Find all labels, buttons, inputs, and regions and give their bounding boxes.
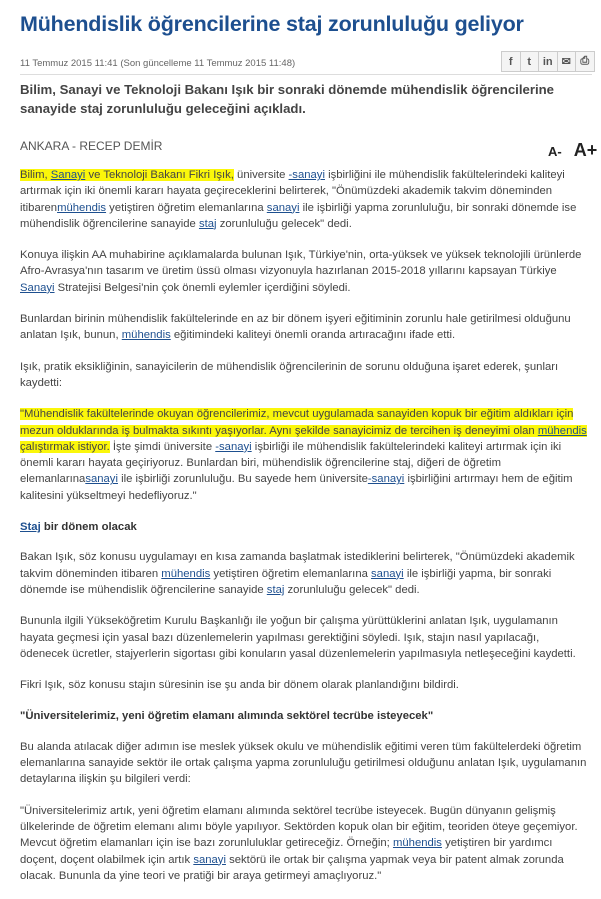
keyword-link[interactable]: Sanayi — [50, 169, 86, 181]
subheading: Staj bir dönem olacak — [20, 521, 137, 534]
paragraph: Bununla ilgili Yükseköğretim Kurulu Başkanlığı ile yoğun bir çalışma yürüttüklerini anlatan Işık, uygulamanın hayata geçmesi için yasal bazı düzenlemelerin yapılması gerektiğini söyledi. Işık, stajın nasıl yapılacağı, ödenecek ücretler, stajyerlerin sigortası gibi konuların yasal düzenlemelerin yapılmasıyla netleşeceğini kaydetti. — [20, 615, 576, 660]
twitter-icon[interactable]: t — [521, 52, 540, 71]
keyword-link[interactable]: sanayi — [266, 201, 300, 214]
share-bar — [501, 51, 595, 72]
article-title: Mühendislik öğrencilerine staj zorunluluğu geliyor — [20, 12, 524, 36]
keyword-link[interactable]: staj — [266, 583, 285, 596]
highlight: Bilim, Sanayi ve Teknoloji Bakanı Fikri Işık, — [20, 169, 234, 181]
keyword-link[interactable]: sanayi — [193, 853, 226, 866]
linkedin-icon[interactable]: in — [539, 52, 558, 71]
paragraph: Fikri Işık, söz konusu stajın süresinin ise şu anda bir dönem olarak planlandığını bildirdi. — [20, 679, 459, 692]
keyword-link[interactable]: sanayi — [371, 567, 404, 580]
divider — [20, 74, 592, 75]
font-size-controls — [548, 140, 597, 161]
paragraph: Bunlardan birinin mühendislik fakültelerinde en az bir dönem işyeri eğitiminin zorunlu hale getirilmesi olduğunu anlatan Işık, bunun, mühendis eğitimindeki kaliteyi önemli oranda artıracağını ifade etti. — [20, 313, 571, 342]
article-timestamp: 11 Temmuz 2015 11:41 (Son güncelleme 11 Temmuz 2015 11:48) — [20, 58, 296, 69]
article-body — [20, 167, 590, 899]
keyword-link[interactable]: mühendis — [121, 329, 171, 342]
paragraph: "Mühendislik fakültelerinde okuyan öğrencilerimiz, mevcut uygulamada sanayiden kopuk bir eğitim aldıkları için mezun olduklarında iş bulmakta sıkıntı yaşıyorlar. Aynı şekilde sanayicimiz de tercihen iş deneyimi olan mühendis çalıştırmak istiyor. İşte şimdi üniversite -sanayi işbirliği ile mühendislik fakültelerindeki kaliteyi artırmak için iki önemli kararı hayata geçiriyoruz. Bunlardan biri, mühendislik öğrencilerine staj, diğeri de öğretim elemanlarınasanayi ile işbirliği zorunluluğu. Bu sayede hem üniversite-sanayi işbirliğini artırmayı hem de eğitim kalitesini yükseltmeyi hedefliyoruz." — [20, 408, 587, 502]
paragraph: "Üniversitelerimiz artık, yeni öğretim elamanı alımında sektörel tecrübe isteyecek. Bugün dünyanın gelişmiş ülkelerinde de öğretim elemanı alımı böyle yapılıyor. Sektörden kopuk olan bir eğitim, teoriden öteye geçemiyor. Mevcut öğretim elamanları için ise bazı zorunluluklar getireceğiz. Örneğin; mühendis yetiştiren bir yardımcı doçent, doçent olabilmek için artık sanayi sektörü ile ortak bir çalışma yapmak veya bir patent almak zorunda olacak. Bununla da yine teori ve pratiği bir araya getirmeyi amaçlıyoruz." — [20, 804, 578, 882]
keyword-link[interactable]: Sanayi — [20, 281, 55, 294]
paragraph: Bu alanda atılacak diğer adımın ise meslek yüksek okulu ve mühendislik eğitimi veren tüm fakültelerdeki öğretim elemanlarına sanayide sektör ile ortak çalışma yapma zorunluluğu getirilmesi olduğunu anlatan Işık, uygulamanın detaylarına ilişkin şu bilgileri verdi: — [20, 740, 587, 786]
paragraph: Bilim, Sanayi ve Teknoloji Bakanı Fikri Işık, üniversite -sanayi işbirliğini ile mühendislik fakültelerindeki kaliteyi artırmak için iki önemli kararı hayata geçireceklerini belirterek, "Önümüzdeki akademik takvim döneminden itibarenmühendis yetiştiren öğretim elemanlarına sanayi ile işbirliği yapma zorunluluğu, bir sonraki dönemde ise mühendislik öğrencilerine sanayide staj zorunluluğu gelecek" dedi. — [20, 169, 577, 230]
keyword-link[interactable]: Staj — [20, 521, 41, 534]
paragraph: Konuya ilişkin AA muhabirine açıklamalarda bulunan Işık, Türkiye'nin, orta-yüksek ve yüksek teknolojili ürünlerde Afro-Avrasya'nın tasarım ve üretim üssü olması vizyonuyla hazırlanan 2015-2018 yıllarını kapsayan Türkiye Sanayi Stratejisi Belgesi'nin çok önemli eylemler içerdiğini söyledi. — [20, 249, 582, 294]
keyword-link[interactable]: mühendis — [161, 567, 211, 580]
keyword-link[interactable]: -sanayi — [215, 440, 252, 453]
byline: ANKARA - RECEP DEMİR — [20, 139, 163, 153]
email-icon[interactable]: ✉ — [558, 52, 577, 71]
keyword-link[interactable]: staj — [198, 217, 217, 230]
increase-font-button[interactable]: A+ — [573, 140, 598, 160]
facebook-icon[interactable]: f — [502, 52, 521, 71]
subheading: "Üniversitelerimiz, yeni öğretim elamanı alımında sektörel tecrübe isteyecek" — [20, 710, 434, 723]
keyword-link[interactable]: -sanayi — [367, 473, 405, 486]
highlight: "Mühendislik fakültelerinde okuyan öğrencilerimiz, mevcut uygulamada sanayiden kopuk bir eğitim aldıkları için mezun olduklarında iş bulmakta sıkıntı yaşıyorlar. Aynı şekilde sanayicimiz de tercihen iş deneyimi olan mühendis çalıştırmak istiyor. — [20, 408, 587, 453]
keyword-link[interactable]: -sanayi — [288, 169, 325, 181]
keyword-link[interactable]: mühendis — [537, 424, 587, 437]
paragraph: Işık, pratik eksikliğinin, sanayicilerin de mühendislik öğrencilerinin de sorunu olduğuna işaret ederek, şunları kaydetti: — [20, 360, 559, 389]
decrease-font-button[interactable]: A- — [548, 144, 562, 159]
keyword-link[interactable]: mühendis — [392, 837, 442, 850]
print-icon[interactable]: ⎙ — [576, 52, 594, 71]
paragraph: Bakan Işık, söz konusu uygulamayı en kısa zamanda başlatmak istediklerini belirterek, "Önümüzdeki akademik takvim döneminden itibaren mühendis yetiştiren öğretim elemanlarına sanayi ile işbirliği yapma, bir sonraki dönemde ise mühendislik öğrencilerine sanayide staj zorunluluğu gelecek" dedi. — [20, 551, 575, 596]
keyword-link[interactable]: mühendis — [57, 201, 107, 214]
keyword-link[interactable]: sanayi — [85, 473, 118, 486]
article-lead: Bilim, Sanayi ve Teknoloji Bakanı Işık bir sonraki dönemde mühendislik öğrencilerine sanayide staj zorunluluğu geleceğini açıkladı. — [20, 82, 555, 116]
